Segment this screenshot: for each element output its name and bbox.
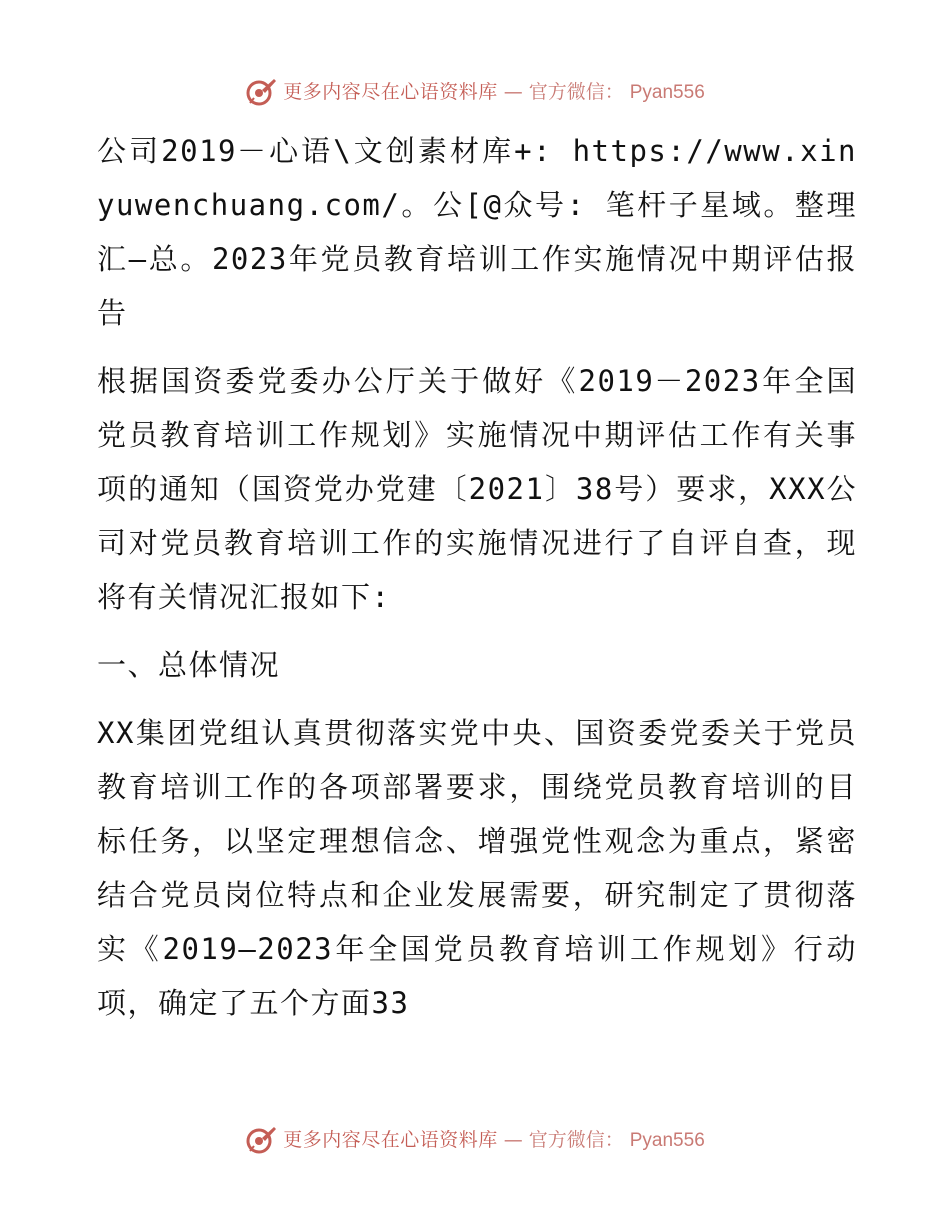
brush-pen-logo-icon	[245, 76, 277, 108]
footer-banner	[0, 1120, 950, 1160]
section-heading-overall: 一、总体情况	[97, 648, 281, 682]
banner-wechat-id: Pyan556	[629, 1129, 705, 1151]
paragraph-basis: 根据国资委党委办公厅关于做好《2019－2023年全国党员教育培训工作规划》实施情况中期评估工作有关事项的通知（国资党办党建〔2021〕38号）要求，XXX公司对党员教育培训工作的实施情况进行了自评自查，现将有关情况汇报如下:	[97, 364, 857, 614]
banner-wechat-label: 官方微信：	[528, 80, 624, 103]
document-body	[97, 124, 857, 1044]
banner-brand-text: 更多内容尽在心语资料库	[283, 1128, 498, 1151]
header-banner	[0, 72, 950, 112]
brush-pen-logo-icon	[245, 1124, 277, 1156]
banner-wechat-id: Pyan556	[629, 81, 705, 103]
banner-brand-text: 更多内容尽在心语资料库	[283, 80, 498, 103]
banner-separator: —	[503, 80, 523, 103]
paragraph-intro: 公司2019－心语\文创素材库+: https://www.xinyuwenchuang.com/。公[@众号: 笔杆子星域。整理汇—总。2023年党员教育培训工作实施情况中期评估报告	[97, 134, 857, 330]
paragraph-overall: XX集团党组认真贯彻落实党中央、国资委党委关于党员教育培训工作的各项部署要求，围绕党员教育培训的目标任务，以坚定理想信念、增强党性观念为重点，紧密结合党员岗位特点和企业发展需要，研究制定了贯彻落实《2019—2023年全国党员教育培训工作规划》行动项，确定了五个方面33	[97, 716, 857, 1020]
banner-wechat-label: 官方微信：	[528, 1128, 624, 1151]
banner-separator: —	[503, 1128, 523, 1151]
